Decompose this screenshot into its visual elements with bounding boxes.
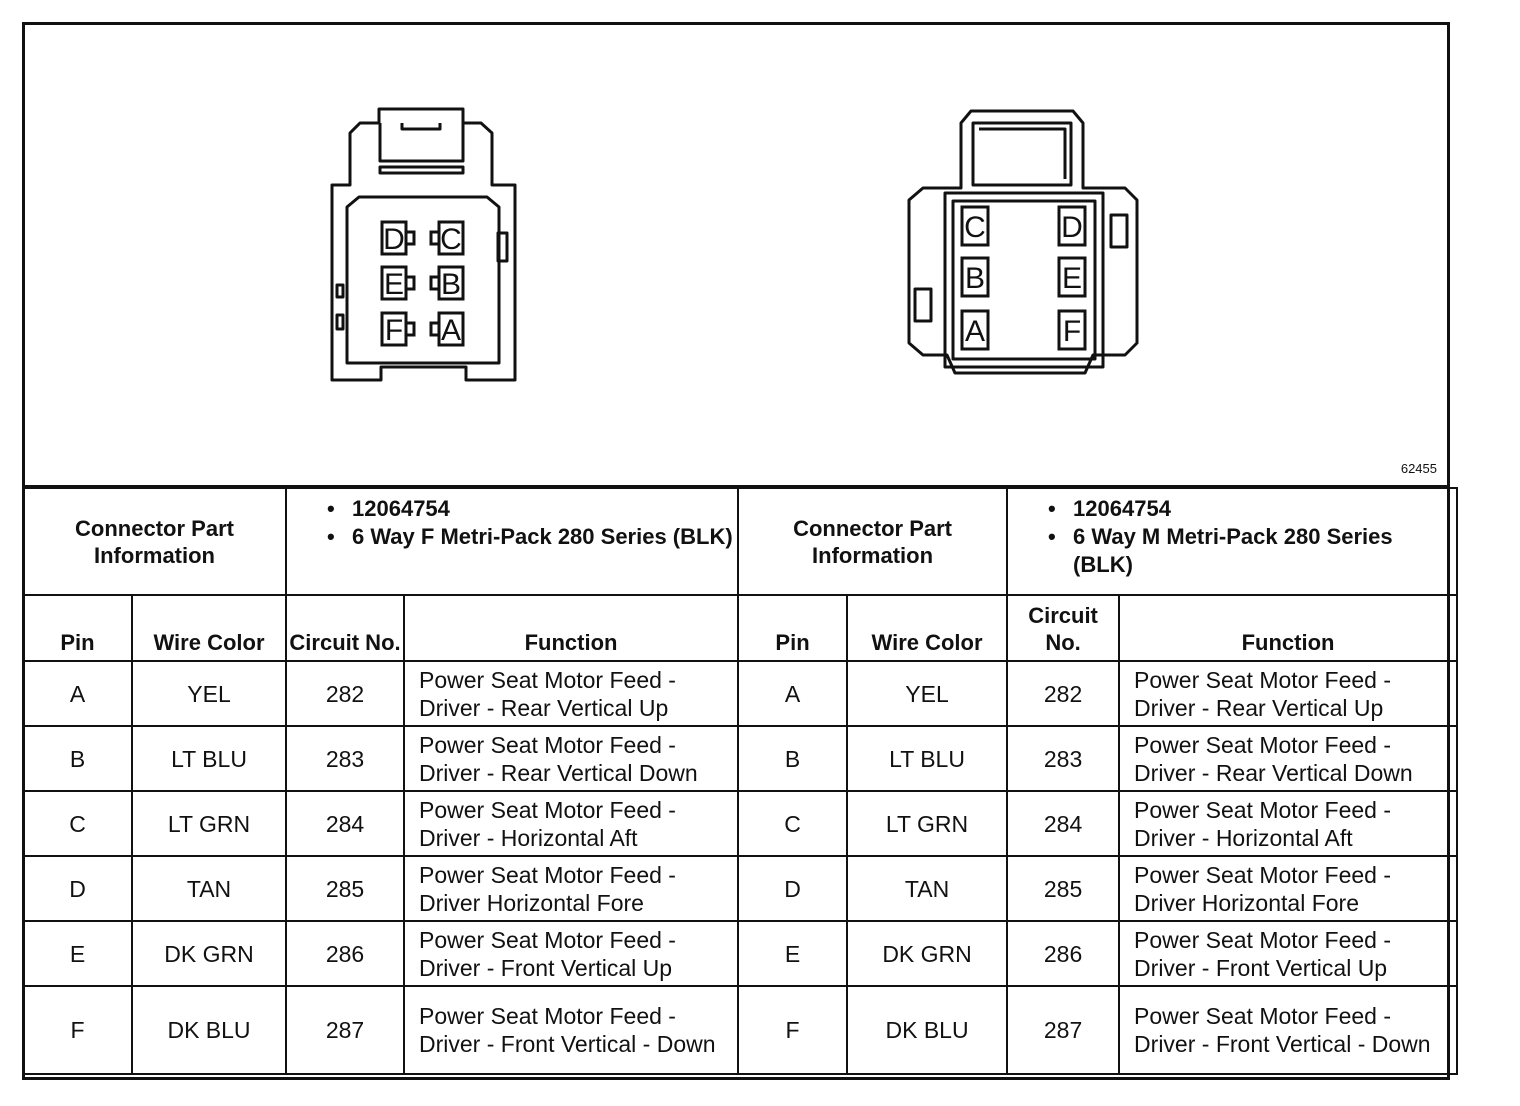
right-part-number: • 12064754: [1048, 495, 1456, 523]
pin-cell: E: [738, 921, 847, 986]
function-cell: Power Seat Motor Feed - Driver - Rear Vertical Down: [404, 726, 738, 791]
pin-cavity-b: [962, 258, 988, 296]
connector-drawings: [25, 25, 1447, 485]
table-row: [23, 661, 1457, 726]
table-row: [23, 986, 1457, 1074]
pin-cavity-d: [1059, 207, 1085, 245]
function-cell: Power Seat Motor Feed - Driver - Horizontal Aft: [1119, 791, 1457, 856]
function-cell: Power Seat Motor Feed - Driver - Horizontal Aft: [404, 791, 738, 856]
connector-info-row: [23, 488, 1457, 595]
header-wire-color: Wire Color: [132, 595, 286, 661]
circuit-cell: 282: [286, 661, 404, 726]
pin-cell: A: [738, 661, 847, 726]
table-row: [23, 791, 1457, 856]
pin-label: F: [384, 314, 404, 347]
pin-cavity-c: [431, 222, 463, 256]
circuit-cell: 283: [286, 726, 404, 791]
function-cell: Power Seat Motor Feed - Driver - Front Vertical Up: [1119, 921, 1457, 986]
wire-color-cell: YEL: [132, 661, 286, 726]
function-cell: Power Seat Motor Feed - Driver Horizontal Fore: [1119, 856, 1457, 921]
pin-cell: F: [23, 986, 132, 1074]
pin-cell: F: [738, 986, 847, 1074]
pin-cavity-a: [431, 313, 463, 347]
header-pin: Pin: [23, 595, 132, 661]
wire-color-cell: LT BLU: [132, 726, 286, 791]
wire-color-cell: TAN: [132, 856, 286, 921]
header-pin: Pin: [738, 595, 847, 661]
circuit-cell: 285: [286, 856, 404, 921]
pin-cavity-c: [962, 207, 988, 245]
header-wire-color: Wire Color: [847, 595, 1007, 661]
function-cell: Power Seat Motor Feed - Driver - Front Vertical - Down: [1119, 986, 1457, 1074]
table-row: [23, 921, 1457, 986]
wire-color-cell: TAN: [847, 856, 1007, 921]
circuit-cell: 286: [1007, 921, 1119, 986]
female-pin-group: [382, 222, 463, 347]
pin-cell: B: [23, 726, 132, 791]
pin-cavity-e: [382, 267, 414, 301]
left-info-details: [286, 488, 738, 595]
pin-cavity-d: [382, 222, 414, 256]
header-function: Function: [1119, 595, 1457, 661]
function-cell: Power Seat Motor Feed - Driver - Rear Vertical Down: [1119, 726, 1457, 791]
function-cell: Power Seat Motor Feed - Driver Horizontal Fore: [404, 856, 738, 921]
pin-cell: C: [738, 791, 847, 856]
pin-label: F: [1062, 315, 1082, 348]
circuit-cell: 283: [1007, 726, 1119, 791]
male-pin-group: [962, 207, 1085, 349]
circuit-cell: 286: [286, 921, 404, 986]
pinout-table: [22, 487, 1458, 1075]
female-connector-drawing: [332, 109, 515, 380]
header-function: Function: [404, 595, 738, 661]
function-cell: Power Seat Motor Feed - Driver - Front Vertical Up: [404, 921, 738, 986]
pin-cell: D: [23, 856, 132, 921]
header-circuit-no: Circuit No.: [1007, 595, 1119, 661]
wire-color-cell: LT BLU: [847, 726, 1007, 791]
pin-label: D: [1061, 211, 1083, 244]
left-part-number: • 12064754: [327, 495, 737, 523]
function-cell: Power Seat Motor Feed - Driver - Front Vertical - Down: [404, 986, 738, 1074]
male-connector-drawing: [909, 111, 1137, 373]
pin-label: A: [964, 315, 986, 348]
pin-label: C: [964, 211, 986, 244]
wire-color-cell: DK BLU: [847, 986, 1007, 1074]
wire-color-cell: YEL: [847, 661, 1007, 726]
wire-color-cell: DK BLU: [132, 986, 286, 1074]
function-cell: Power Seat Motor Feed - Driver - Rear Vertical Up: [1119, 661, 1457, 726]
pin-label: E: [383, 268, 405, 301]
right-info-details: [1007, 488, 1457, 595]
pin-cavity-f: [382, 313, 414, 347]
wire-color-cell: DK GRN: [132, 921, 286, 986]
wire-color-cell: LT GRN: [847, 791, 1007, 856]
pin-cell: E: [23, 921, 132, 986]
circuit-cell: 282: [1007, 661, 1119, 726]
table-row: [23, 726, 1457, 791]
pin-label: C: [440, 223, 462, 256]
right-connector-description: • 6 Way M Metri-Pack 280 Series (BLK): [1048, 523, 1456, 579]
table-row: [23, 856, 1457, 921]
left-connector-description: • 6 Way F Metri-Pack 280 Series (BLK): [327, 523, 737, 551]
function-cell: Power Seat Motor Feed - Driver - Rear Vertical Up: [404, 661, 738, 726]
pin-cell: C: [23, 791, 132, 856]
pin-label: E: [1061, 262, 1083, 295]
right-info-label: Connector Part Information: [738, 488, 1007, 595]
circuit-cell: 284: [286, 791, 404, 856]
pin-label: B: [964, 262, 986, 295]
pin-cavity-b: [431, 267, 463, 301]
connector-sheet: [22, 22, 1450, 1080]
wire-color-cell: DK GRN: [847, 921, 1007, 986]
circuit-cell: 285: [1007, 856, 1119, 921]
figure-number: 62455: [1400, 461, 1437, 476]
wire-color-cell: LT GRN: [132, 791, 286, 856]
pin-cell: B: [738, 726, 847, 791]
pin-cavity-f: [1059, 311, 1085, 349]
pin-cell: A: [23, 661, 132, 726]
pin-label: B: [440, 268, 462, 301]
column-header-row: [23, 595, 1457, 661]
connector-diagram: [25, 25, 1447, 488]
pin-cavity-e: [1059, 258, 1085, 296]
circuit-cell: 284: [1007, 791, 1119, 856]
pin-label: A: [440, 314, 462, 347]
left-info-label: Connector Part Information: [23, 488, 286, 595]
header-circuit-no: Circuit No.: [286, 595, 404, 661]
pin-cell: D: [738, 856, 847, 921]
circuit-cell: 287: [286, 986, 404, 1074]
pin-cavity-a: [962, 311, 988, 349]
pin-label: D: [383, 223, 405, 256]
circuit-cell: 287: [1007, 986, 1119, 1074]
